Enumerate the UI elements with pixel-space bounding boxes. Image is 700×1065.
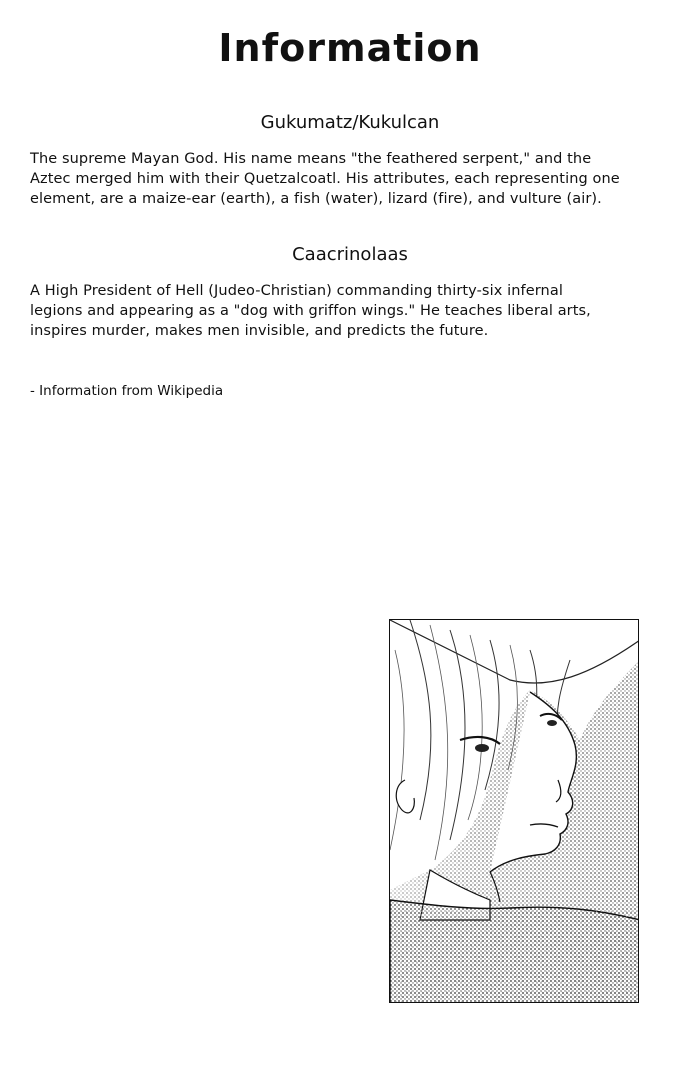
body-line: legions and appearing as a "dog with griffon wings." He teaches liberal arts, xyxy=(30,303,591,319)
manga-illustration xyxy=(390,620,639,1003)
body-line: Aztec merged him with their Quetzalcoatl. His attributes, each representing one xyxy=(30,171,620,187)
body-line: element, are a maize-ear (earth), a fish (water), lizard (fire), and vulture (air). xyxy=(30,191,602,207)
entry-heading-gukumatz: Gukumatz/Kukulcan xyxy=(260,112,440,133)
page-title: Information xyxy=(218,26,482,70)
manga-illustration-panel xyxy=(389,619,639,1003)
body-line: inspires murder, makes men invisible, and predicts the future. xyxy=(30,323,489,339)
entry-body-caacrinolaas xyxy=(30,281,680,341)
entry-body-gukumatz xyxy=(30,149,680,209)
body-line: The supreme Mayan God. His name means "the feathered serpent," and the xyxy=(30,151,592,167)
body-line: A High President of Hell (Judeo-Christian) commanding thirty-six infernal xyxy=(30,283,563,299)
entry-heading-caacrinolaas: Caacrinolaas xyxy=(292,244,408,265)
source-credit: - Information from Wikipedia xyxy=(30,383,224,399)
